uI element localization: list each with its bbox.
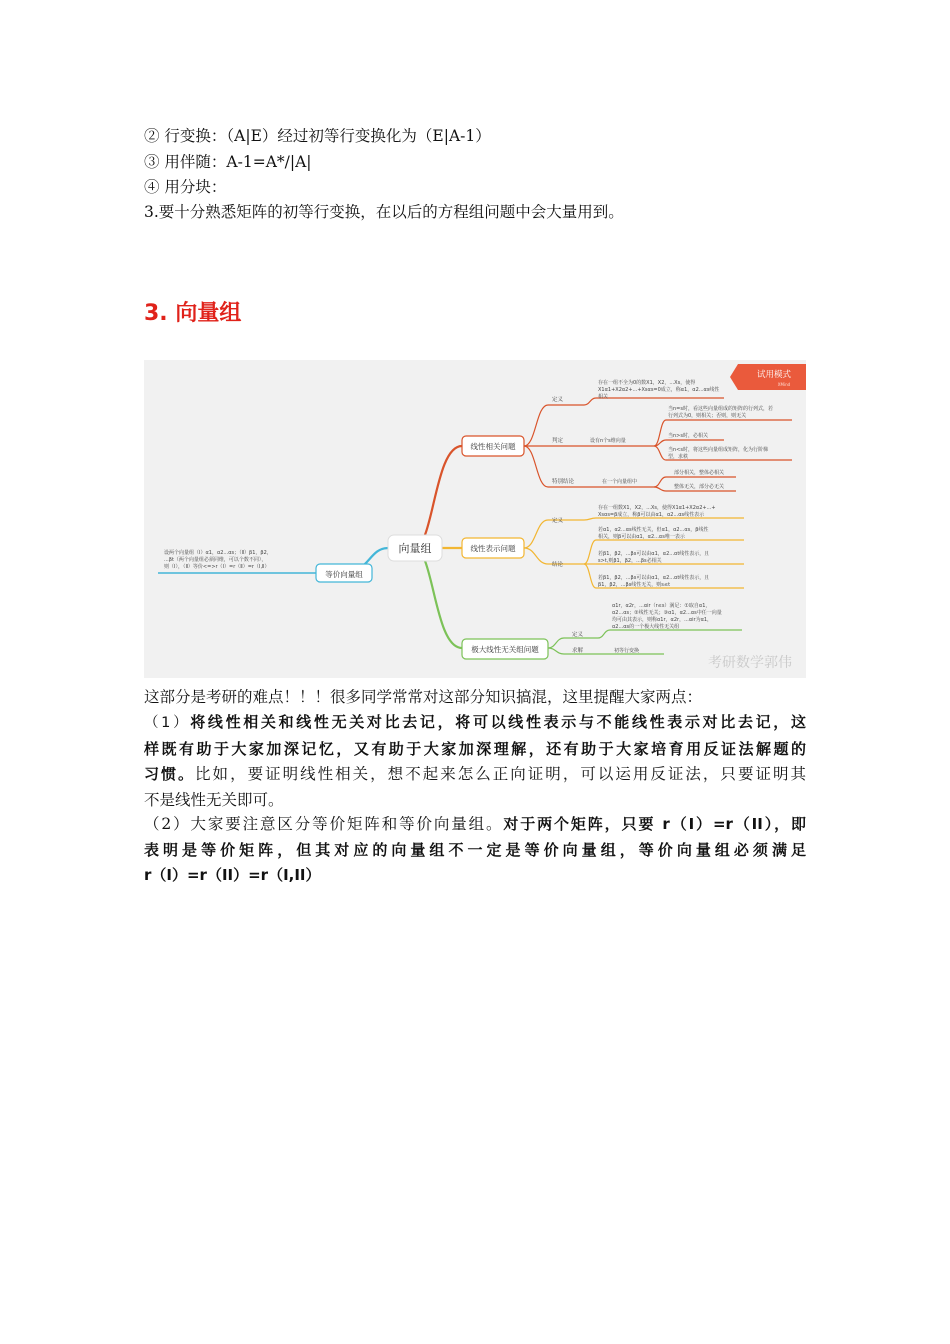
point2-line1 bbox=[144, 812, 806, 838]
b1-def-2: X1α1+X2α2+...+Xsαs=0成立，称α1，α2...αs线性 bbox=[598, 387, 720, 393]
section-title: 3. 向量组 bbox=[144, 301, 242, 326]
mindmap-image bbox=[144, 360, 806, 678]
b1-judge-mid: 设有n个s维向量 bbox=[590, 438, 626, 444]
watermark: 考研数学郭伟 bbox=[708, 655, 792, 671]
b1-special-mid: 在一个向量组中 bbox=[602, 479, 638, 485]
b2-c2-1: 若β1，β2，...βs可以由α1，α2...αt线性表示，且 bbox=[598, 551, 710, 557]
b1-special-b: 整体无关，部分必无关 bbox=[674, 484, 725, 490]
b3-def-3: 均可由其表示，则称α1r，α2r，...αir为α1， bbox=[612, 617, 713, 623]
point2-bold-1: 对于两个矩阵，只要 r（I）=r（II），即 bbox=[503, 815, 806, 833]
trial-badge-label: 试用模式 bbox=[756, 370, 792, 380]
mindmap-left-node-label: 等价向量组 bbox=[325, 570, 363, 579]
point1-line4: 不是线性无关即可。 bbox=[144, 790, 284, 809]
text-line-adjugate: ③ 用伴随：A-1=A*/|A| bbox=[144, 153, 312, 171]
b1-def-3: 相关 bbox=[598, 394, 609, 400]
b1-judge-b: 当n>s时，必相关 bbox=[668, 433, 708, 439]
point2-line2: 表明是等价矩阵，但其对应的向量组不一定是等价向量组，等价向量组必须满足 bbox=[144, 840, 806, 859]
mindmap-svg bbox=[144, 360, 806, 678]
b1-judge: 判定 bbox=[552, 438, 564, 444]
point1-bold-1: 将线性相关和线性无关对比去记，将可以线性表示与不能线性表示对比去记，这 bbox=[190, 713, 806, 731]
b2-c3-1: 若β1，β2，...βs可以由α1，α2...αt线性表示，且 bbox=[598, 575, 710, 581]
connector-root-b1 bbox=[414, 446, 462, 548]
point1-line3 bbox=[144, 762, 806, 788]
left-note-1: 设两个向量组（Ⅰ）α1，α2...αs；（Ⅱ）β1，β2， bbox=[164, 550, 272, 556]
paragraph-intro: 这部分是考研的难点！！！很多同学常常对这部分知识搞混，这里提醒大家两点： bbox=[144, 688, 703, 706]
b1-special: 特别结论 bbox=[552, 479, 575, 485]
b3-def-2: α2...αs；②线性无关；③α1，α2...αs中任一向量 bbox=[612, 610, 722, 616]
point1-line2: 样既有助于大家加深记忆，又有助于大家加深理解，还有助于大家培育用反证法解题的 bbox=[144, 739, 806, 758]
b3-solve-text: 初等行变换 bbox=[614, 648, 640, 654]
b1-judge-a2: 行列式为0，则相关；否则，则无关 bbox=[668, 413, 747, 419]
b1-def: 定义 bbox=[552, 397, 564, 403]
text-line-note-3: 3.要十分熟悉矩阵的初等行变换，在以后的方程组问题中会大量用到。 bbox=[144, 203, 624, 221]
text-line-row-transform: ② 行变换：（A|E）经过初等行变换化为（E|A-1） bbox=[144, 127, 491, 145]
b3-def-4: α2...αs的一个极大线性无关组 bbox=[612, 624, 680, 630]
b3-solve: 求解 bbox=[572, 648, 584, 654]
b1-special-a: 部分相关，整体必相关 bbox=[674, 470, 725, 476]
paragraph-point-1 bbox=[144, 710, 806, 813]
point2-line3: r（I）=r（II）=r（I,II） bbox=[144, 866, 321, 884]
b2-concl: 结论 bbox=[552, 562, 564, 568]
point1-line1 bbox=[144, 710, 806, 737]
b2-def-1: 存在一组数X1，X2，...Xs，使得X1α1+X2α2+...+ bbox=[598, 505, 716, 511]
branch1-label: 线性相关问题 bbox=[470, 442, 516, 451]
b2-c1-2: 相关，则β可以由α1，α2...αs唯一表示 bbox=[598, 534, 685, 540]
branch3-label: 极大线性无关组问题 bbox=[471, 645, 539, 654]
text-line-block: ④ 用分块： bbox=[144, 178, 227, 196]
branch1-texts bbox=[552, 379, 773, 490]
point1-normal-3: 比如，要证明线性相关，想不起来怎么正向证明，可以运用反证法，只要证明其 bbox=[195, 765, 806, 783]
left-note-2: ...βt（两个向量组必须同维，可以个数不同）， bbox=[164, 557, 267, 563]
b1-judge-c2: 型，求秩 bbox=[668, 454, 689, 460]
branch2-label: 线性表示问题 bbox=[470, 544, 516, 553]
paragraph-point-2 bbox=[144, 812, 806, 889]
b3-def-1: α1r，α2r，...αir（r≤s）满足：①取自α1， bbox=[612, 603, 711, 609]
branch2-texts bbox=[552, 504, 716, 588]
b2-def: 定义 bbox=[552, 518, 564, 524]
b1-judge-c1: 当n<s时，将这些向量组成矩阵，化为行阶梯 bbox=[668, 447, 768, 453]
b1-def-1: 存在一组不全为0的数X1，X2，...Xs，使得 bbox=[598, 380, 696, 386]
b1-judge-a1: 当n=s时，看这些向量组成的矩阵的行列式，若 bbox=[668, 406, 773, 412]
b3-def: 定义 bbox=[572, 632, 584, 638]
point1-bold-3: 习惯。 bbox=[144, 765, 196, 783]
connector-root-b3 bbox=[414, 548, 462, 648]
b2-def-2: Xsαs=β成立，称β可以由α1，α2...αs线性表示 bbox=[598, 512, 705, 518]
b2-c3-2: β1，β2，...βs线性无关，则s≤t bbox=[598, 582, 671, 588]
point1-number: （1） bbox=[144, 715, 191, 731]
b2-c2-2: s>t,则β1，β2，...βs必相关 bbox=[598, 558, 662, 564]
b2-c1-1: 若α1，α2...αs线性无关，但α1，α2...αs，β线性 bbox=[598, 527, 709, 533]
trial-badge-sub: XMind bbox=[777, 382, 791, 387]
branch3-texts bbox=[572, 602, 722, 654]
mindmap-root-label: 向量组 bbox=[398, 542, 432, 555]
point2-normal-1: （2）大家要注意区分等价矩阵和等价向量组。 bbox=[144, 815, 504, 833]
left-note-3: 则（Ⅰ），（Ⅱ）等价<=>r（Ⅰ）=r（Ⅱ）=r（Ⅰ,Ⅱ） bbox=[164, 564, 270, 570]
